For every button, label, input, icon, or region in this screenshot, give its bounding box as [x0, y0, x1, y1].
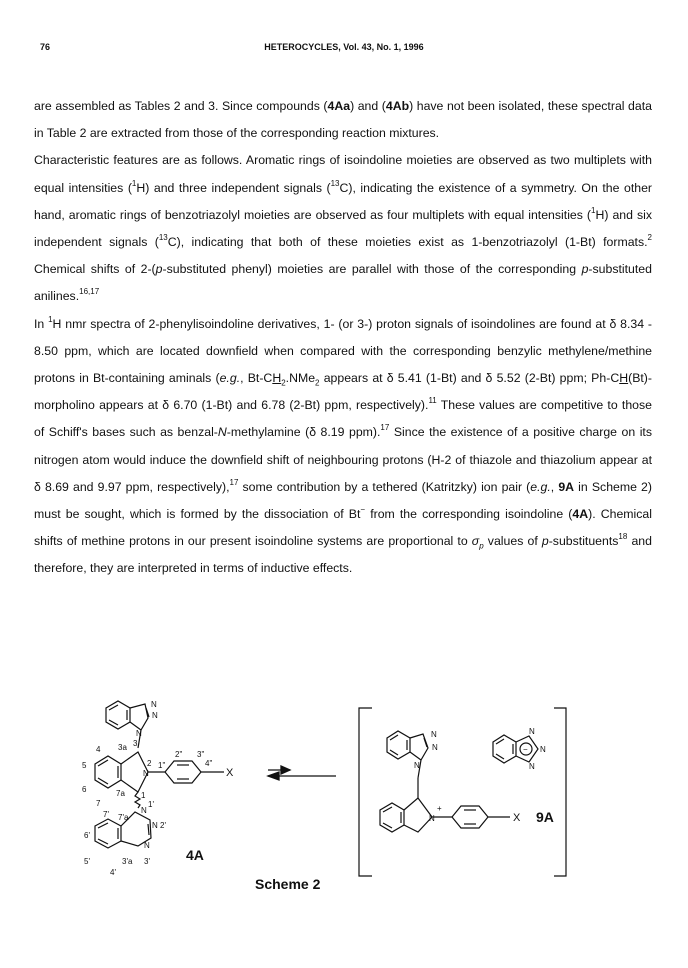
- position-number: 3: [133, 739, 138, 748]
- text-run: ). Chemical shifts of methine protons in our present isoindoline systems are proportional to: [34, 507, 653, 549]
- compound-ref: 4A: [572, 507, 589, 522]
- atom-label: N: [151, 700, 157, 709]
- subscript: 2: [315, 378, 320, 388]
- position-number: 3a: [118, 743, 127, 752]
- text-run: Since the existence of a positive charge on its nitrogen atom would induce the downfield shift of neighbouring protons (H-2 of thiazole and thiazolium appear at δ 8.69 and 9.97 ppm, respectively),: [34, 425, 652, 494]
- text-run: appears at δ 5.41 (1-Bt) and δ 5.52 (2-Bt) ppm; Ph-C: [319, 371, 620, 386]
- text-run: values of: [483, 534, 542, 549]
- text-run: and therefore, they are interpreted in terms of inductive effects.: [34, 534, 652, 576]
- text-run: from the corresponding isoindoline (: [365, 507, 573, 522]
- superscript: 1: [131, 178, 137, 188]
- citation-ref: 18: [618, 532, 628, 542]
- italic-text: σ: [471, 534, 480, 549]
- superscript: −: [360, 504, 366, 514]
- text-run: ) have not been isolated, these spectral data in Table 2 are extracted from those of the corresponding reaction mixtures.: [34, 99, 652, 141]
- italic-text: p: [581, 262, 589, 277]
- ion-pair-bracket: [359, 708, 566, 876]
- page-header: [0, 42, 688, 56]
- position-number: 1': [148, 800, 154, 809]
- position-number: 4: [96, 745, 101, 754]
- italic-text: p: [155, 262, 163, 277]
- page-number: 76: [40, 42, 51, 52]
- atom-label: N: [141, 806, 147, 815]
- paragraph-2: [34, 147, 652, 310]
- position-number: 7: [96, 799, 101, 808]
- scheme-2-diagram: [0, 680, 688, 880]
- substituent-x: X: [226, 767, 234, 779]
- atom-label: N: [529, 727, 535, 736]
- text-run: .NMe: [285, 371, 316, 386]
- position-number: 3'a: [122, 857, 133, 866]
- position-number: 2": [175, 750, 183, 759]
- compound-ref: 4Ab: [385, 99, 410, 113]
- position-number: 1: [141, 791, 146, 800]
- text-run: ,: [550, 479, 559, 494]
- position-number: 7': [103, 810, 109, 819]
- text-run: (Bt)-morpholino appears at δ 6.70 (1-Bt) and 6.78 (2-Bt) ppm, respectively).: [34, 371, 652, 413]
- citation-ref: 11: [428, 396, 437, 406]
- underlined-text: H: [619, 371, 629, 386]
- atom-label: N: [143, 769, 149, 778]
- text-run: -substituents: [548, 534, 619, 549]
- text-run: H) and three independent signals (: [136, 180, 331, 195]
- subscript: 2: [281, 378, 286, 388]
- compound-4A-labels: [82, 700, 234, 877]
- position-number: 3": [197, 750, 205, 759]
- atom-label: N: [152, 711, 158, 720]
- italic-text: p: [541, 534, 549, 549]
- superscript: 13: [158, 232, 168, 242]
- text-run: H nmr spectra of 2-phenylisoindoline derivatives, 1- (or 3-) proton signals of isoindolines are found at δ 8.34 - 8.50 ppm, which are located downfield when compared with the corresponding benzylic methylene/methine protons in Bt-containing aminals (: [34, 316, 652, 386]
- text-run: These values are competitive to those of Schiff's bases such as benzal-: [34, 398, 652, 440]
- italic-text: N: [217, 425, 227, 440]
- text-run: H) and six independent signals (: [34, 207, 652, 250]
- atom-label: N: [540, 745, 546, 754]
- atom-label: N: [136, 729, 142, 738]
- atom-label: N: [432, 743, 438, 752]
- text-run: Characteristic features are as follows. Aromatic rings of isoindoline moieties are observed as two multiplets with equal intensities (: [34, 153, 652, 195]
- text-run: in Scheme 2) must be sought, which is formed by the dissociation of Bt: [34, 479, 652, 522]
- text-run: Chemical shifts of 2-(: [34, 262, 156, 277]
- compound-label-9A: 9A: [536, 809, 554, 825]
- text-run: -methylamine (δ 8.19 ppm).: [226, 425, 381, 440]
- text-run: ) and (: [350, 99, 386, 113]
- triazole-ring: [130, 704, 148, 730]
- position-number: 1": [158, 761, 166, 770]
- superscript: 1: [48, 314, 53, 324]
- position-number: 5': [84, 857, 90, 866]
- paragraph-3: [34, 311, 652, 583]
- atom-label: N: [144, 841, 150, 850]
- text-run: C), indicating that both of these moieties exist as 1-benzotriazolyl (1-Bt) formats.: [167, 235, 648, 250]
- text-run: some contribution by a tethered (Katritzky) ion pair (: [238, 479, 531, 494]
- citation-ref: 16,17: [79, 287, 100, 297]
- text-run: , Bt-C: [240, 371, 273, 386]
- text-run: In: [34, 316, 49, 331]
- text-run: are assembled as Tables 2 and 3. Since compounds (: [34, 99, 328, 113]
- phenyl-ring: [452, 806, 488, 828]
- pyrrolidine-ring: [404, 798, 432, 832]
- position-number: 5: [82, 761, 87, 770]
- body-text: [34, 93, 652, 583]
- italic-text: e.g.: [530, 479, 551, 494]
- atom-label: N: [414, 761, 420, 770]
- citation-ref: 2: [647, 232, 652, 242]
- position-number: 4': [110, 868, 116, 877]
- position-number: 3': [144, 857, 150, 866]
- charge-plus: +: [437, 804, 442, 813]
- text-run: -substituted phenyl) moieties are parallel with those of the corresponding: [162, 262, 582, 277]
- charge-minus: −: [523, 745, 528, 754]
- atom-label: N: [431, 730, 437, 739]
- substituent-x: X: [513, 812, 521, 824]
- position-number: 7a: [116, 789, 125, 798]
- superscript: 1: [591, 205, 596, 215]
- citation-ref: 17: [229, 477, 239, 487]
- italic-text: e.g.: [219, 371, 241, 386]
- journal-citation: HETEROCYCLES, Vol. 43, No. 1, 1996: [264, 42, 424, 52]
- paragraph-1: [34, 93, 652, 147]
- scheme-caption: Scheme 2: [255, 876, 321, 892]
- equilibrium-arrow: [268, 766, 336, 780]
- position-number: 2: [147, 759, 152, 768]
- phenyl-ring: [165, 761, 201, 783]
- atom-label: N: [429, 814, 435, 823]
- compound-label-4A: 4A: [186, 847, 204, 863]
- atom-label: N: [529, 762, 535, 771]
- text-run: C), indicating the existence of a symmetry. On the other hand, aromatic rings of benzotriazolyl moieties are observed as four multiplets with equal intensities (: [34, 180, 653, 222]
- triazole-ring: [410, 734, 428, 760]
- benzene-ring: [95, 756, 121, 788]
- compound-ref: 9A: [558, 479, 575, 494]
- position-number: 7'a: [118, 813, 129, 822]
- position-number: 6: [82, 785, 87, 794]
- citation-ref: 17: [380, 423, 390, 433]
- superscript: 13: [330, 178, 340, 188]
- atom-label: N 2': [152, 821, 166, 830]
- position-number: 4": [205, 759, 213, 768]
- position-number: 6': [84, 831, 90, 840]
- text-run: -substituted anilines.: [34, 262, 652, 304]
- compound-ref: 4Aa: [327, 99, 351, 113]
- underlined-text: H: [272, 371, 282, 386]
- subscript: p: [479, 541, 484, 551]
